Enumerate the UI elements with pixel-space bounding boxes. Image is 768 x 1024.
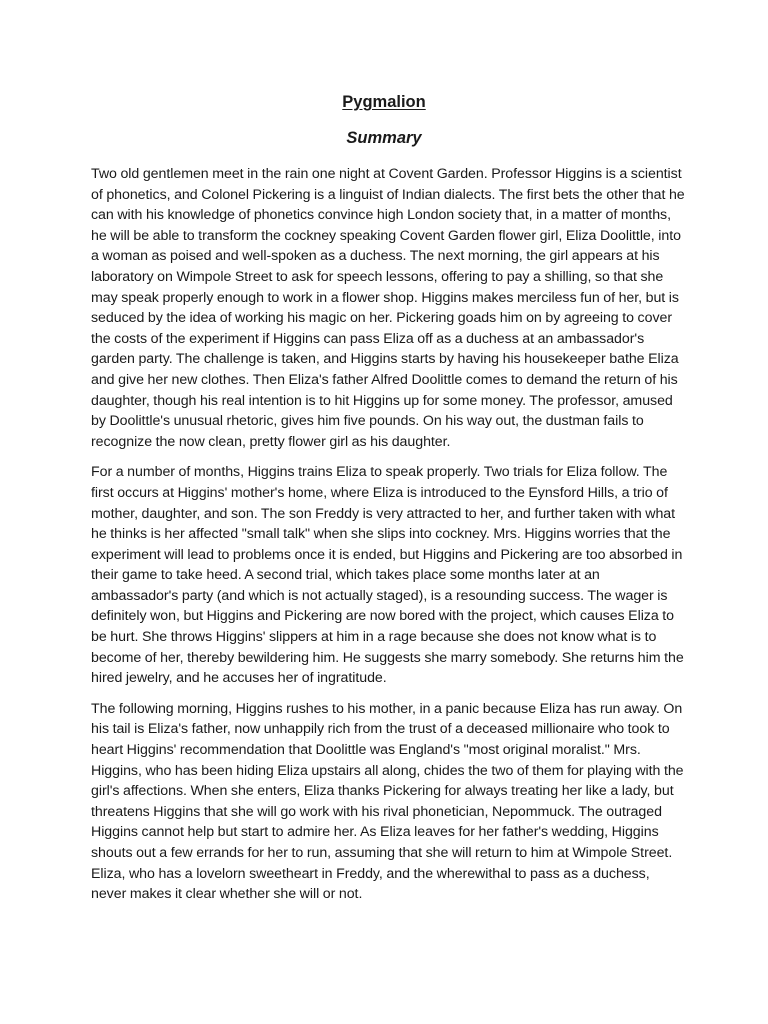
document-title: Pygmalion: [342, 93, 426, 111]
document-subtitle: Summary: [346, 129, 422, 147]
paragraph-1: Two old gentlemen meet in the rain one night at Covent Garden. Professor Higgins is a scientist of phonetics, and Colonel Pickering is a linguist of Indian dialects. The first bets the other that he can with his knowledge of phonetics convince high London society that, in a matter of months, he will be able to transform the cockney speaking Covent Garden flower girl, Eliza Doolittle, into a woman as poised and well-spoken as a duchess. The next morning, the girl appears at his laboratory on Wimpole Street to ask for speech lessons, offering to pay a shilling, so that she may speak properly enough to work in a flower shop. Higgins makes merciless fun of her, but is seduced by the idea of working his magic on her. Pickering goads him on by agreeing to cover the costs of the experiment if Higgins can pass Eliza off as a duchess at an ambassador's garden party. The challenge is taken, and Higgins starts by having his housekeeper bathe Eliza and give her new clothes. Then Eliza's father Alfred Doolittle comes to demand the return of his daughter, though his real intention is to hit Higgins up for some money. The professor, amused by Doolittle's unusual rhetoric, gives him five pounds. On his way out, the dustman fails to recognize the now clean, pretty flower girl as his daughter.: [91, 166, 685, 450]
paragraph-3: The following morning, Higgins rushes to his mother, in a panic because Eliza has run away. On his tail is Eliza's father, now unhappily rich from the trust of a deceased millionaire who took to heart Higgins' recommendation that Doolittle was England's "most original moralist." Mrs. Higgins, who has been hiding Eliza upstairs all along, chides the two of them for playing with the girl's affections. When she enters, Eliza thanks Pickering for always treating her like a lady, but threatens Higgins that she will go work with his rival phonetician, Nepommuck. The outraged Higgins cannot help but start to admire her. As Eliza leaves for her father's wedding, Higgins shouts out a few errands for her to run, assuming that she will return to him at Wimpole Street. Eliza, who has a lovelorn sweetheart in Freddy, and the wherewithal to pass as a duchess, never makes it clear whether she will or not.: [91, 700, 684, 903]
paragraph-2: For a number of months, Higgins trains Eliza to speak properly. Two trials for Eliza follow. The first occurs at Higgins' mother's home, where Eliza is introduced to the Eynsford Hills, a trio of mother, daughter, and son. The son Freddy is very attracted to her, and further taken with what he thinks is her affected "small talk" when she slips into cockney. Mrs. Higgins worries that the experiment will lead to problems once it is ended, but Higgins and Pickering are too absorbed in their game to take heed. A second trial, which takes place some months later at an ambassador's party (and which is not actually staged), is a resounding success. The wager is definitely won, but Higgins and Pickering are now bored with the project, which causes Eliza to be hurt. She throws Higgins' slippers at him in a rage because she does not know what is to become of her, thereby bewildering him. He suggests she marry somebody. She returns him the hired jewelry, and he accuses her of ingratitude.: [91, 464, 684, 687]
document-body: [91, 164, 687, 915]
